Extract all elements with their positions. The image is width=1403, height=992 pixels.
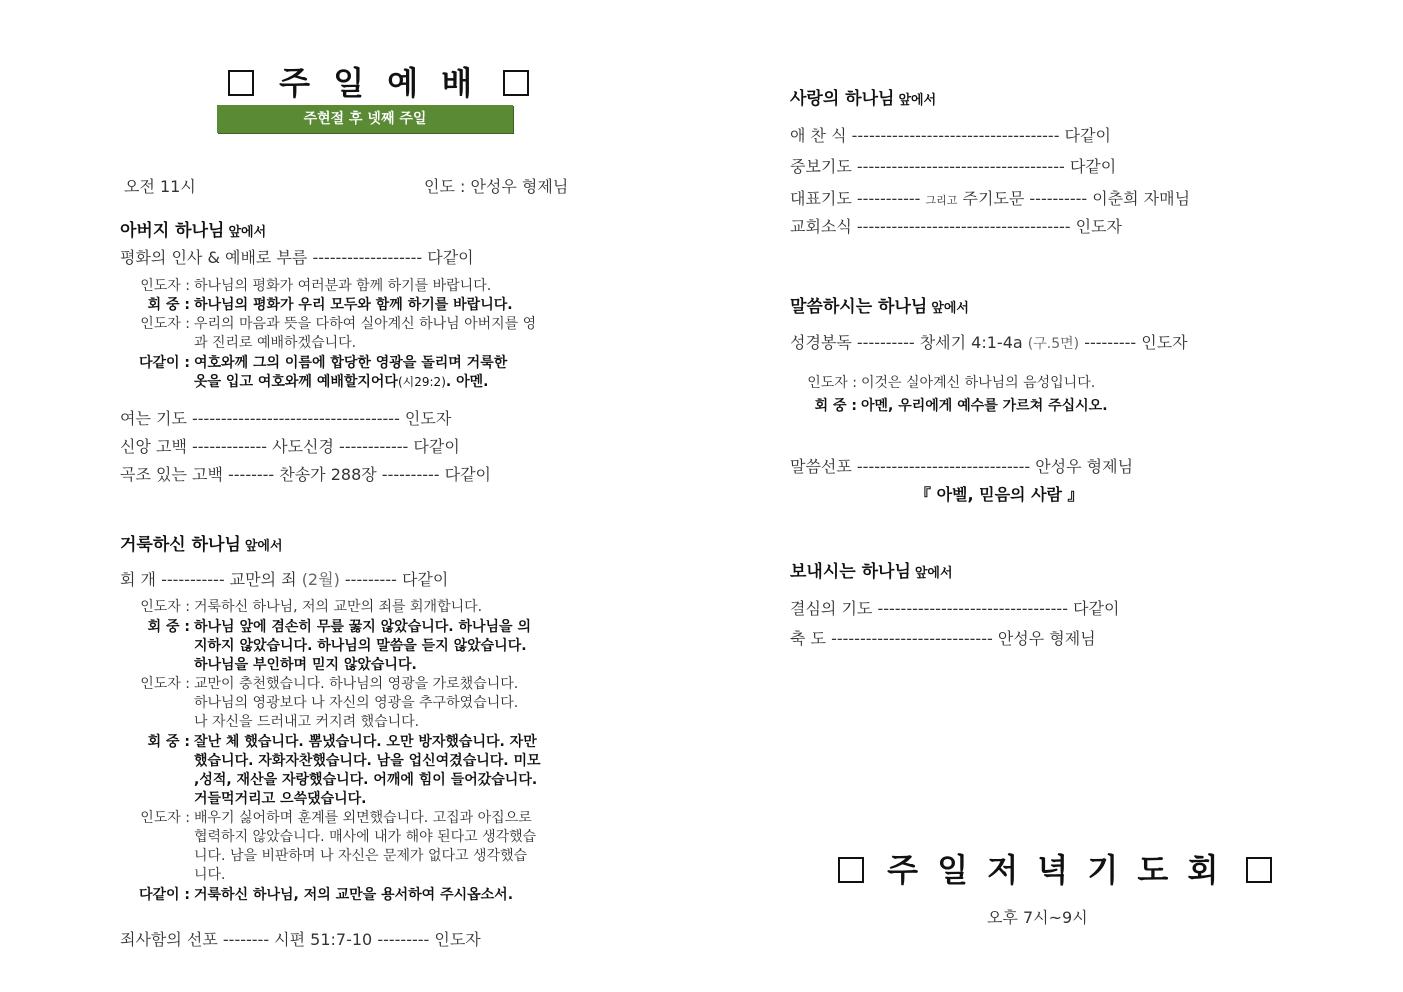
confession-2: 회 중 : 하나님 앞에 겸손히 무릎 꿇지 않았습니다. 하나님을 의 지하지 않았습니다. 하나님의 말씀을 듣지 않았습니다. 하나님을 부인하며 믿지 않았습니다. (147, 619, 531, 673)
sermon-line: 말씀선포 ------------------------------ 안성우 형제님 (790, 457, 1134, 476)
hymn: 곡조 있는 고백 -------- 찬송가 288장 ---------- 다같이 (120, 465, 491, 484)
worship-title-text: 주 일 예 배 (279, 64, 479, 102)
greeting-line: 평화의 인사 & 예배로 부름 ------------------- 다같이 (120, 248, 474, 267)
box-icon (838, 857, 864, 883)
confession-3: 인도자 : 교만이 충천했습니다. 하나님의 영광을 가로챘습니다. 하나님의 영광보다 나 자신의 영광을 추구하였습니다. 나 자신을 드러내고 커지려 했습니다. (140, 676, 519, 730)
section-title: 말씀하시는 하나님 (790, 297, 928, 317)
response-3: 인도자 : 우리의 마음과 뜻을 다하여 실아계신 하나님 아버지를 영 과 진리로 예배하겠습니다. (140, 316, 537, 351)
section-title: 아버지 하나님 (120, 221, 225, 241)
service-time: 오전 11시 (124, 177, 196, 196)
opening-prayer: 여는 기도 ------------------------------------ 인도자 (120, 409, 452, 428)
section-suffix: 앞에서 (914, 566, 953, 581)
benediction-line: 축 도 ---------------------------- 안성우 형제님 (790, 629, 1096, 648)
news-line: 교회소식 ------------------------------------- 인도자 (790, 217, 1122, 236)
section-suffix: 앞에서 (931, 301, 969, 316)
section-father (120, 216, 266, 241)
worship-title (228, 58, 529, 104)
confession-4: 회 중 : 잘난 체 했습니다. 뽐냈습니다. 오만 방자했습니다. 자만 했습니다. 자화자찬했습니다. 남을 업신여겼습니다. 미모 ,성적, 재산을 자랑했습니다. 어깨에 힘이 들어갔습니다. 거들먹거리고 으쓱댔습니다. (147, 734, 541, 807)
word-response-1: 인도자 : 이것은 실아계신 하나님의 음성입니다. (807, 375, 1096, 391)
confession-line: 회 개 ----------- 교만의 죄 (2월) --------- 다같이 (120, 570, 449, 589)
intercession-line: 중보기도 ------------------------------------ 다같이 (790, 157, 1117, 176)
section-title: 사랑의 하나님 (790, 89, 895, 109)
word-response-2: 회 중 : 아멘, 우리에게 예수를 가르쳐 주십시오. (814, 398, 1108, 414)
section-suffix: 앞에서 (228, 225, 267, 240)
reading-line: 성경봉독 ---------- 창세기 4:1-4a (구.5면) --------- 인도자 (790, 333, 1188, 352)
section-suffix: 앞에서 (244, 539, 283, 554)
commitment-line: 결심의 기도 --------------------------------- 다같이 (790, 599, 1120, 618)
rep-prayer-line: 대표기도 ----------- 그리고 주기도문 ---------- 이춘희 자매님 (790, 189, 1191, 208)
evening-title-text: 주 일 저 녁 기 도 회 (887, 851, 1223, 889)
section-suffix: 앞에서 (898, 93, 937, 108)
response-2: 회 중 : 하나님의 평화가 우리 모두와 함께 하기를 바랍니다. (147, 297, 513, 313)
absolution: 죄사함의 선포 -------- 시편 51:7-10 --------- 인도자 (120, 930, 481, 949)
box-icon (228, 70, 254, 96)
evening-time: 오후 7시~9시 (987, 908, 1088, 927)
section-love (790, 84, 936, 109)
confession-6: 다같이 : 거룩하신 하나님, 저의 교만을 용서하여 주시옵소서. (138, 887, 514, 903)
evening-title (838, 845, 1272, 891)
confession-5: 인도자 : 배우기 싫어하며 훈계를 외면했습니다. 고집과 아집으로 협력하지 않았습니다. 매사에 내가 해야 된다고 생각했습 니다. 남을 비판하며 나 자신은 문제가 없다고 생각했습 니다. (140, 810, 537, 883)
praise-line: 애 찬 식 ------------------------------------ 다같이 (790, 126, 1111, 145)
box-icon (1246, 857, 1272, 883)
section-title: 보내시는 하나님 (790, 562, 911, 582)
response-1: 인도자 : 하나님의 평화가 여러분과 함께 하기를 바랍니다. (140, 278, 492, 294)
response-4: 다같이 : 여호와께 그의 이름에 합당한 영광을 돌리며 거룩한 옷을 입고 여호와께 예배할지어다(시29:2). 아멘. (138, 355, 508, 390)
section-word (790, 292, 969, 317)
confession-1: 인도자 : 거룩하신 하나님, 저의 교만의 죄를 회개합니다. (140, 599, 483, 615)
sermon-title: 『 아벨, 믿음의 사람 』 (915, 485, 1084, 504)
service-leader: 인도 : 안성우 형제님 (424, 177, 569, 196)
box-icon (503, 70, 529, 96)
section-sending (790, 557, 953, 582)
creed: 신앙 고백 ------------- 사도신경 ------------ 다같이 (120, 437, 460, 456)
section-title: 거룩하신 하나님 (120, 535, 241, 555)
section-holy (120, 530, 283, 555)
liturgical-banner: 주현절 후 넷째 주일 (217, 105, 513, 133)
